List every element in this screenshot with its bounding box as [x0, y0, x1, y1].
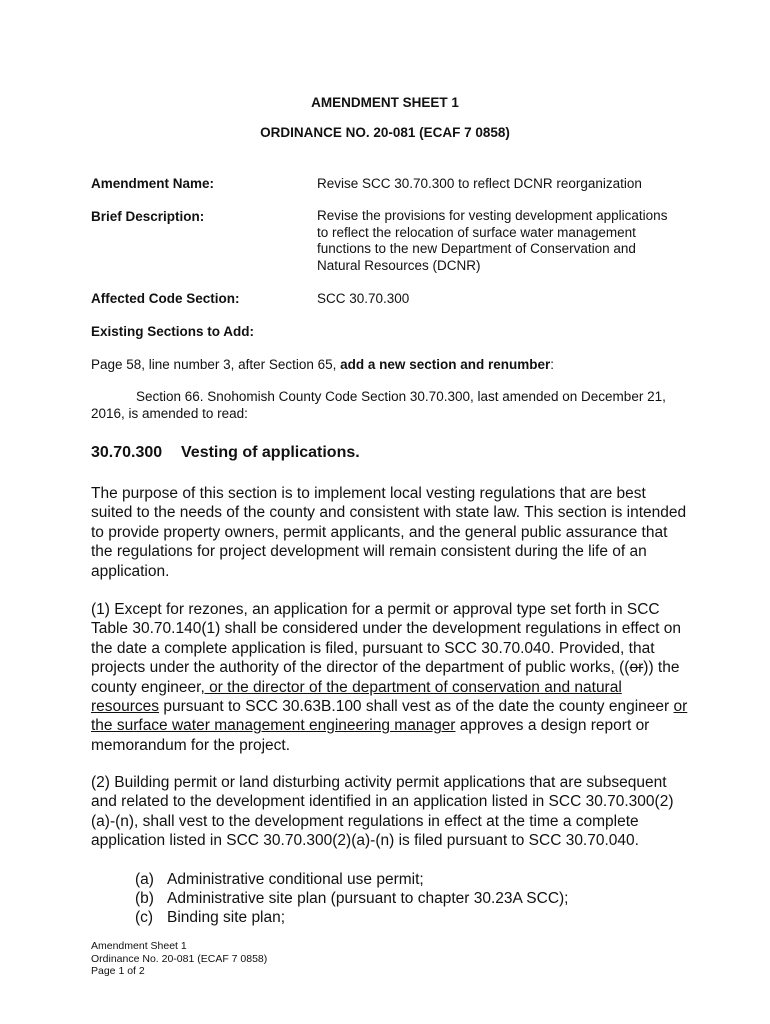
page-footer: [91, 940, 267, 978]
p1-inserted-2: or the surface water management engineering manager: [91, 698, 688, 735]
list-text: Administrative site plan (pursuant to chapter 30.23A SCC);: [167, 890, 569, 907]
list-item: [135, 870, 424, 889]
ordinance-number: ORDINANCE NO. 20-081 (ECAF 7 0858): [260, 125, 510, 140]
list-key: (a): [135, 871, 154, 888]
p1-mid: pursuant to SCC 30.63B.100 shall vest as of the date the county engineer: [159, 698, 674, 716]
p1-close: )) the county engineer: [91, 659, 680, 696]
paragraph-2: (2) Building permit or land disturbing activity permit applications that are subsequent and related to the development identified in an application listed in SCC 30.70.300(2)(a)-(n), shall vest to the development regulations in effect at the time a complete application listed in SCC 30.70.300(2)(a)-(n) is filed pursuant to SCC 30.70.040.: [91, 774, 674, 850]
list-key: (c): [135, 909, 154, 926]
list-text: Administrative conditional use permit;: [167, 871, 424, 888]
affected-code-value: SCC 30.70.300: [317, 291, 410, 306]
brief-description-label: Brief Description:: [91, 209, 205, 224]
instruction-suffix: :: [550, 357, 554, 372]
p1-struck: or: [629, 659, 644, 677]
instruction-line: [91, 356, 681, 373]
list-item: [135, 908, 285, 927]
p1-part1: (1) Except for rezones, an application for a permit or approval type set forth in SCC Table 30.70.140(1) shall be considered under the development regulations in effect on the date a complete application is filed, pursuant to SCC 30.70.040. Provided, that projects under the authority of the director of the department of public works: [91, 601, 681, 677]
instruction-bold: add a new section and renumber: [340, 357, 551, 372]
p1-end: approves a design report or memorandum for the project.: [91, 717, 650, 754]
footer-line-2: Ordinance No. 20-081 (ECAF 7 0858): [91, 952, 268, 965]
footer-line-3: Page 1 of 2: [91, 965, 145, 977]
list-text: Binding site plan;: [167, 909, 286, 926]
p1-inserted-1: , or the director of the department of conservation and natural resources: [91, 678, 622, 716]
list-key: (b): [135, 890, 154, 907]
section-title: Vesting of applications.: [181, 444, 360, 461]
amendment-name-label: Amendment Name:: [91, 176, 215, 191]
existing-sections-label: Existing Sections to Add:: [91, 324, 255, 339]
p1-open: ((: [614, 659, 630, 677]
section-intro: Section 66. Snohomish County Code Section 30.70.300, last amended on December 21, 2016, is amended to read:: [91, 389, 666, 421]
p1-inserted-comma: ,: [610, 659, 615, 677]
footer-line-1: Amendment Sheet 1: [91, 940, 187, 952]
section-heading: [91, 444, 360, 462]
document-title: AMENDMENT SHEET 1: [311, 95, 459, 110]
section-number: 30.70.300: [91, 444, 163, 461]
affected-code-label: Affected Code Section:: [91, 291, 240, 306]
brief-description-value: Revise the provisions for vesting development applications to reflect the relocation of surface water management functions to the new Department of Conservation and Natural Resources (DCNR): [317, 208, 668, 273]
instruction-prefix: Page 58, line number 3, after Section 65,: [91, 357, 341, 372]
amendment-name-value: Revise SCC 30.70.300 to reflect DCNR reorganization: [317, 176, 642, 191]
paragraph-1: [91, 600, 691, 755]
list-item: [135, 889, 568, 908]
purpose-paragraph: The purpose of this section is to implement local vesting regulations that are best suited to the needs of the county and consistent with state law. This section is intended to provide property owners, permit applicants, and the general public assurance that the regulations for project development will remain consistent during the life of an application.: [91, 485, 687, 580]
